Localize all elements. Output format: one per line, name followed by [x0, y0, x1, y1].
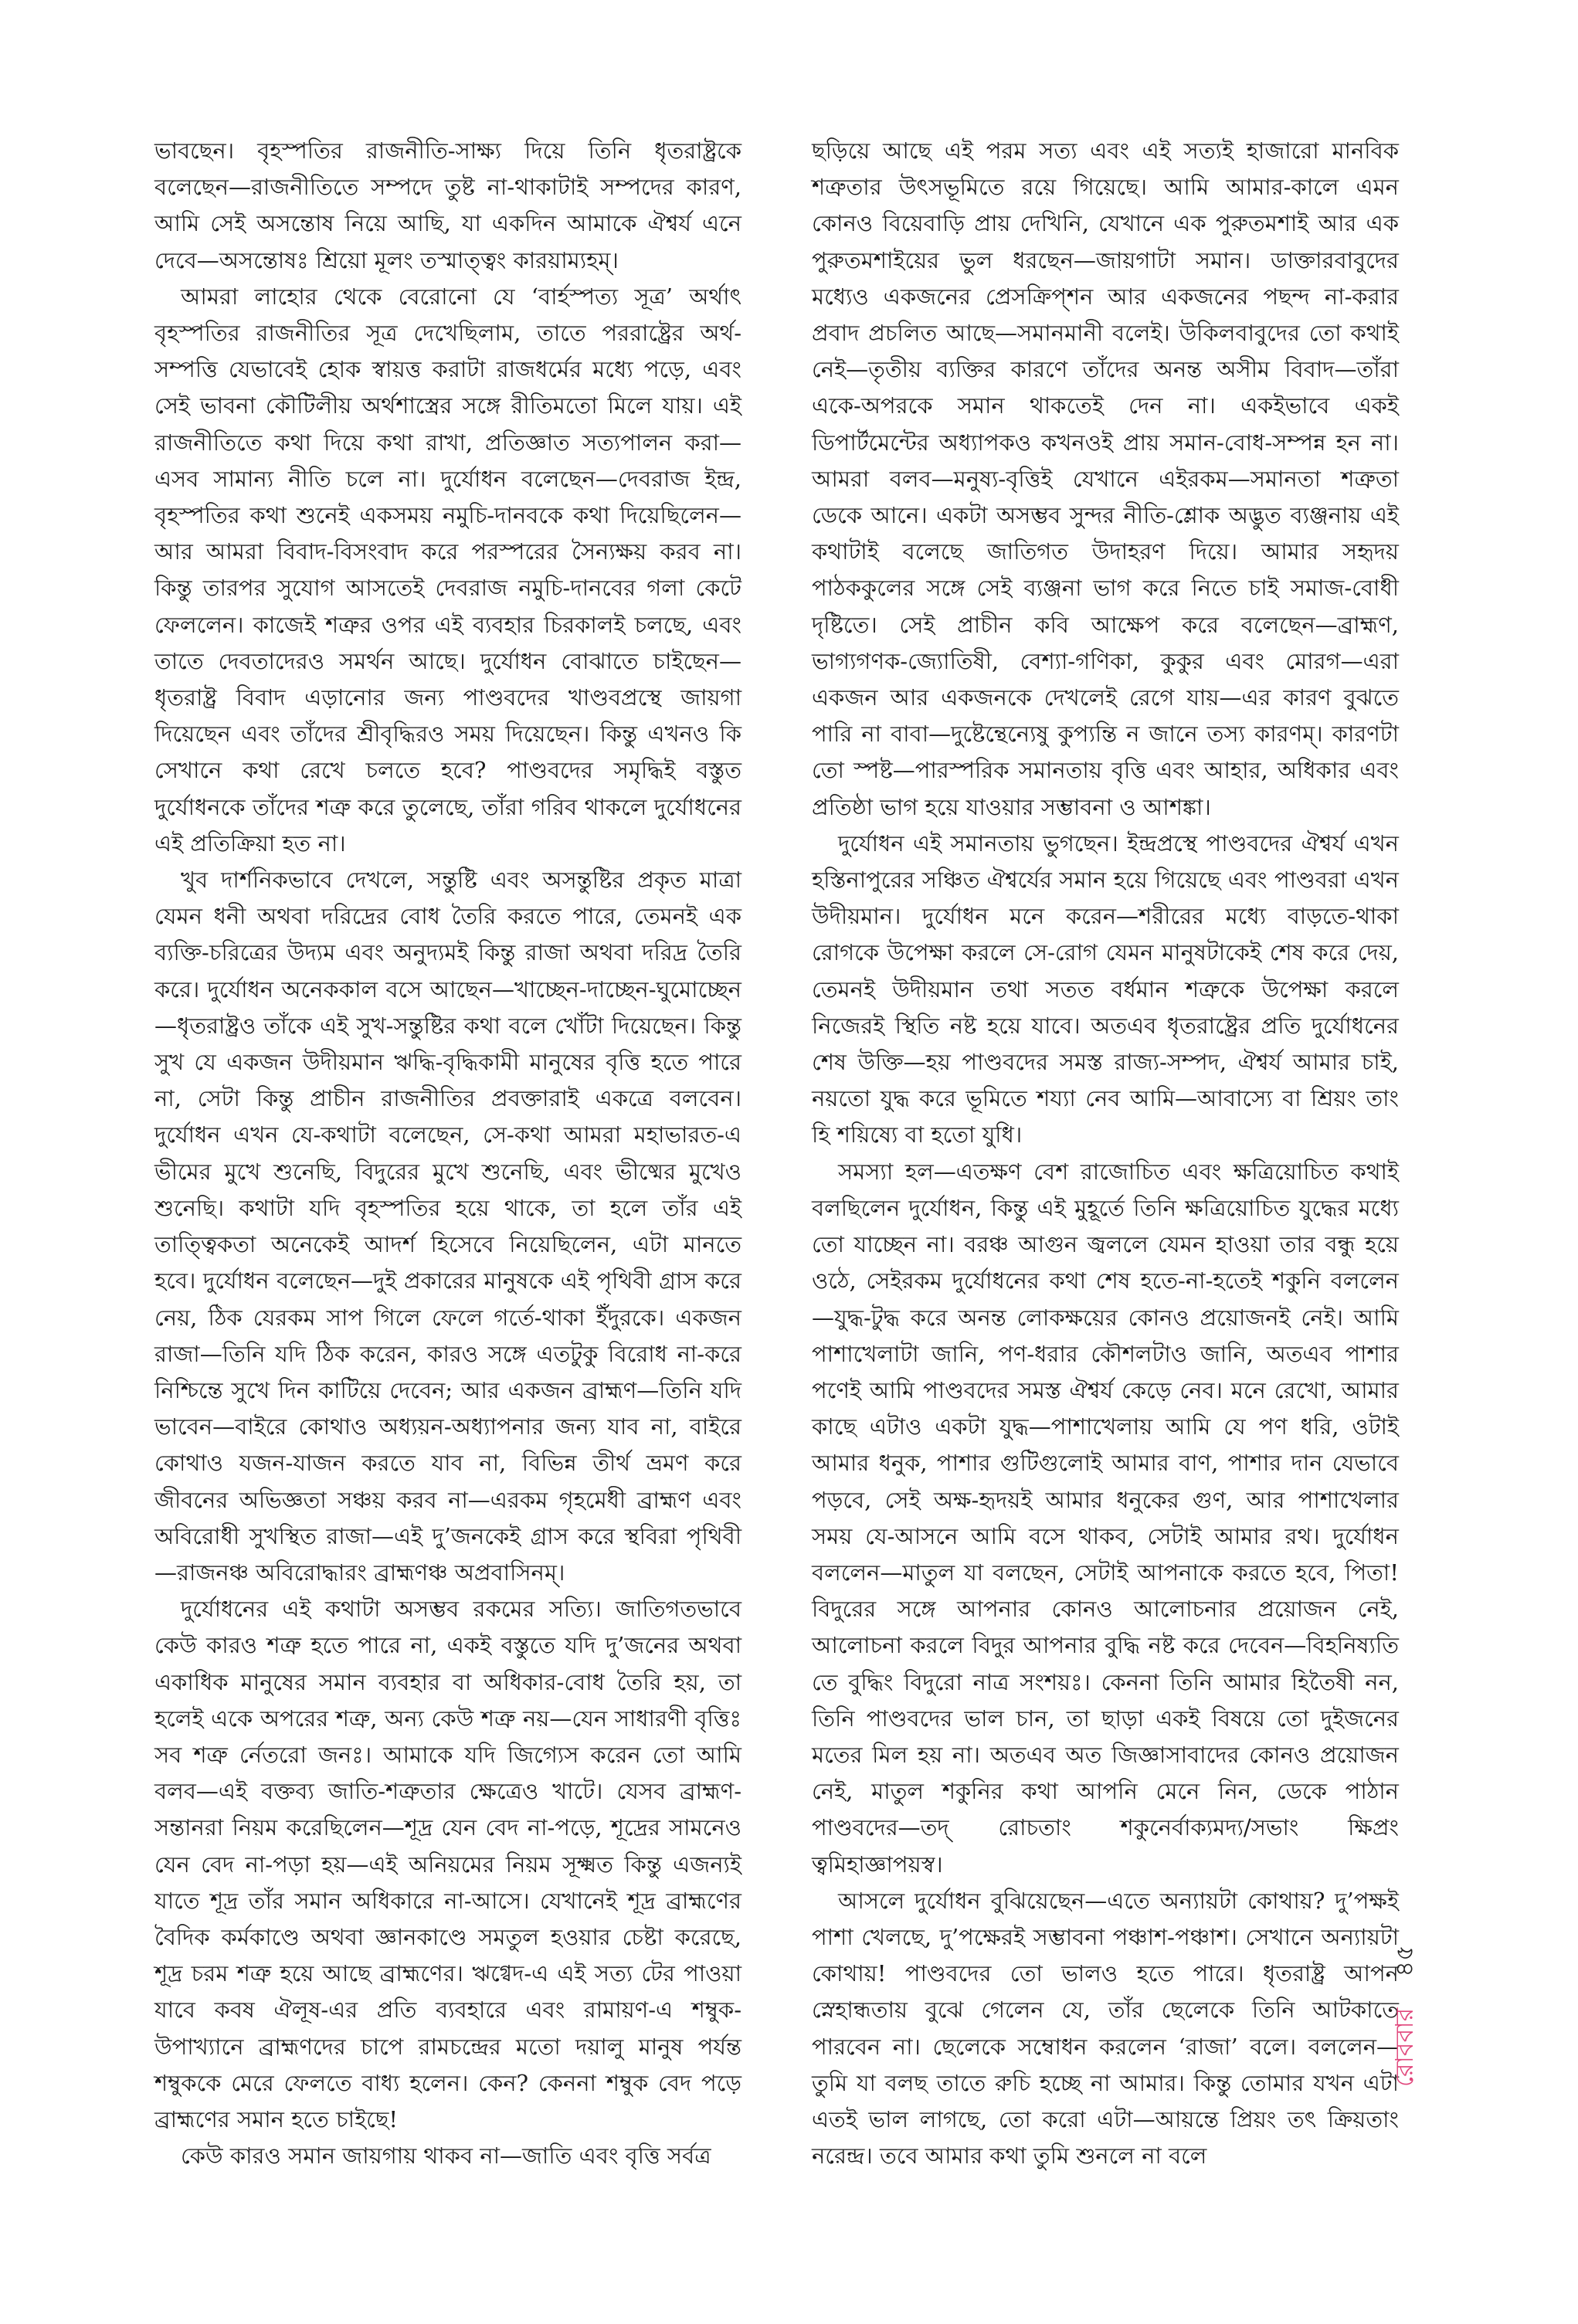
paragraph: সমস্যা হল—এতক্ষণ বেশ রাজোচিত এবং ক্ষত্রিয়োচিত কথাই বলছিলেন দুর্যোধন, কিন্তু এই মুহূর্তে তিনি ক্ষত্রিয়োচিত যুদ্ধের মধ্যে তো যাচ্ছেন না। বরঞ্চ আগুন জ্বললে যেমন হাওয়া তার বন্ধু হয়ে ওঠে, সেইরকম দুর্যোধনের কথা শেষ হতে-না-হতেই শকুনি বললেন—যুদ্ধ-টুদ্ধ করে অনন্ত লোকক্ষয়ের কোনও প্রয়োজনই নেই। আমি পাশাখেলাটা জানি, পণ-ধরার কৌশলটাও জানি, অতএব পাশার পণেই আমি পাণ্ডবদের সমস্ত ঐশ্বর্য কেড়ে নেব। মনে রেখো, আমার কাছে এটাও একটা যুদ্ধ—পাশাখেলায় আমি যে পণ ধরি, ওটাই আমার ধনুক, পাশার গুটিগুলোই আমার বাণ, পাশার দান যেভাবে পড়বে, সেই অক্ষ-হৃদয়ই আমার ধনুকের গুণ, আর পাশাখেলার সময় যে-আসনে আমি বসে থাকব, সেটাই আমার রথ। দুর্যোধন বললেন—মাতুল যা বলছেন, সেটাই আপনাকে করতে হবে, পিতা! বিদুরের সঙ্গে আপনার কোনও আলোচনার প্রয়োজন নেই, আলোচনা করলে বিদুর আপনার বুদ্ধি নষ্ট করে দেবেন—বিহনিষ্যতি তে বুদ্ধিং বিদুরো নাত্র সংশয়ঃ। কেননা তিনি আমার হিতৈষী নন, তিনি পাণ্ডবদের ভাল চান, তা ছাড়া একই বিষয়ে তো দুইজনের মতের মিল হয় না। অতএব অত জিজ্ঞাসাবাদের কোনও প্রয়োজন নেই, মাতুল শকুনির কথা আপনি মেনে নিন, ডেকে পাঠান পাণ্ডবদের—তদ্‌ রোচতাং শকুনের্বাক্যমদ্য/সভাং ক্ষিপ্রং ত্বমিহাজ্ঞাপয়স্ব। [812, 1158, 1399, 1878]
left-text-column [154, 133, 741, 2170]
magazine-name: রোববার [1390, 2007, 1419, 2087]
paragraph: কেউ কারও সমান জায়গায় থাকব না—জাতি এবং বৃত্তি সর্বত্র [181, 2142, 711, 2170]
paragraph: খুব দার্শনিকভাবে দেখলে, সন্তুষ্টি এবং অসন্তুষ্টির প্রকৃত মাত্রা যেমন ধনী অথবা দরিদ্রের বোধ তৈরি করতে পারে, তেমনই এক ব্যক্তি-চরিত্রের উদ্যম এবং অনুদ্যমই কিন্তু রাজা অথবা দরিদ্র তৈরি করে। দুর্যোধন অনেককাল বসে আছেন—খাচ্ছেন-দাচ্ছেন-ঘুমোচ্ছেন—ধৃতরাষ্ট্রও তাঁকে এই সুখ-সন্তুষ্টির কথা বলে খোঁটা দিয়েছেন। কিন্তু সুখ যে একজন উদীয়মান ঋদ্ধি-বৃদ্ধিকামী মানুষের বৃত্তি হতে পারে না, সেটা কিন্তু প্রাচীন রাজনীতির প্রবক্তারাই একত্রে বলবেন। দুর্যোধন এখন যে-কথাটা বলেছেন, সে-কথা আমরা মহাভারত-এ ভীমের মুখে শুনেছি, বিদুরের মুখে শুনেছি, এবং ভীষ্মের মুখেও শুনেছি। কথাটা যদি বৃহস্পতির হয়ে থাকে, তা হলে তাঁর এই তাত্ত্বিকতা অনেকেই আদর্শ হিসেবে নিয়েছিলেন, এটা মানতে হবে। দুর্যোধন বলেছেন—দুই প্রকারের মানুষকে এই পৃথিবী গ্রাস করে নেয়, ঠিক যেরকম সাপ গিলে ফেলে গর্তে-থাকা ইঁদুরকে। একজন রাজা—তিনি যদি ঠিক করেন, কারও সঙ্গে এতটুকু বিরোধ না-করে নিশ্চিন্তে সুখে দিন কাটিয়ে দেবেন; আর একজন ব্রাহ্মণ—তিনি যদি ভাবেন—বাইরে কোথাও অধ্যয়ন-অধ্যাপনার জন্য যাব না, বাইরে কোথাও যজন-যাজন করতে যাব না, বিভিন্ন তীর্থ ভ্রমণ করে জীবনের অভিজ্ঞতা সঞ্চয় করব না—এরকম গৃহমেধী ব্রাহ্মণ এবং অবিরোধী সুখস্থিত রাজা—এই দু’জনকেই গ্রাস করে স্থবিরা পৃথিবী—রাজনঞ্চ অবিরোদ্ধারং ব্রাহ্মণঞ্চ অপ্রবাসিনম্। [154, 867, 741, 1586]
paragraph: দুর্যোধনের এই কথাটা অসম্ভব রকমের সত্যি। জাতিগতভাবে কেউ কারও শত্রু হতে পারে না, একই বস্তুতে যদি দু’জনের অথবা একাধিক মানুষের সমান ব্যবহার বা অধিকার-বোধ তৈরি হয়, তা হলেই একে অপরের শত্রু, অন্য কেউ শত্রু নয়—যেন সাধারণী বৃত্তিঃ সব শত্রু র্নেতরো জনঃ। আমাকে যদি জিগ্যেস করেন তো আমি বলব—এই বক্তব্য জাতি-শত্রুতার ক্ষেত্রেও খাটে। যেসব ব্রাহ্মণ-সন্তানরা নিয়ম করেছিলেন—শূদ্র যেন বেদ না-পড়ে, শূদ্রের সামনেও যেন বেদ না-পড়া হয়—এই অনিয়মের নিয়ম সূক্ষ্মত কিন্তু এজন্যই যাতে শূদ্র তাঁর সমান অধিকারে না-আসে। যেখানেই শূদ্র ব্রাহ্মণের বৈদিক কর্মকাণ্ডে অথবা জ্ঞানকাণ্ডে সমতুল হওয়ার চেষ্টা করেছে, শূদ্র চরম শত্রু হয়ে আছে ব্রাহ্মণের। ঋগ্বেদ-এ এই সত্য টের পাওয়া যাবে কবষ ঐলূষ-এর প্রতি ব্যবহারে এবং রামায়ণ-এ শম্বুক-উপাখ্যানে ব্রাহ্মণদের চাপে রামচন্দ্রের মতো দয়ালু মানুষ পর্যন্ত শম্বুককে মেরে ফেলতে বাধ্য হলেন। কেন? কেননা শম্বুক বেদ পড়ে ব্রাহ্মণের সমান হতে চাইছে! [154, 1596, 741, 2132]
paragraph: ছড়িয়ে আছে এই পরম সত্য এবং এই সত্যই হাজারো মানবিক শত্রুতার উৎসভূমিতে রয়ে গিয়েছে। আমি আমার-কালে এমন কোনও বিয়েবাড়ি প্রায় দেখিনি, যেখানে এক পুরুতমশাই আর এক পুরুতমশাইয়ের ভুল ধরছেন—জায়গাটা সমান। ডাক্তারবাবুদের মধ্যেও একজনের প্রেসক্রিপ্‌শন আর একজনের পছন্দ না-করার প্রবাদ প্রচলিত আছে—সমানমানী বলেই। উকিলবাবুদের তো কথাই নেই—তৃতীয় ব্যক্তির কারণে তাঁদের অনন্ত অসীম বিবাদ—তাঁরা একে-অপরকে সমান থাকতেই দেন না। একইভাবে একই ডিপার্টমেন্টের অধ্যাপকও কখনওই প্রায় সমান-বোধ-সম্পন্ন হন না। আমরা বলব—মনুষ্য-বৃত্তিই যেখানে এইরকম—সমানতা শত্রুতা ডেকে আনে। একটা অসম্ভব সুন্দর নীতি-শ্লোক অদ্ভুত ব্যঞ্জনায় এই কথাটাই বলেছে জাতিগত উদাহরণ দিয়ে। আমার সহৃদয় পাঠককুলের সঙ্গে সেই ব্যঞ্জনা ভাগ করে নিতে চাই সমাজ-বোধী দৃষ্টিতে। সেই প্রাচীন কবি আক্ষেপ করে বলেছেন—ব্রাহ্মণ, ভাগ্যগণক-জ্যোতিষী, বেশ্যা-গণিকা, কুকুর এবং মোরগ—এরা একজন আর একজনকে দেখলেই রেগে যায়—এর কারণ বুঝতে পারি না বাবা—দুষ্টেন্থেন্যেষু কুপ্যন্তি ন জানে তস্য কারণম্। কারণটা তো স্পষ্ট—পারস্পরিক সমানতায় বৃত্তি এবং আহার, অধিকার এবং প্রতিষ্ঠা ভাগ হয়ে যাওয়ার সম্ভাবনা ও আশঙ্কা। [812, 137, 1399, 820]
paragraph: ভাবছেন। বৃহস্পতির রাজনীতি-সাক্ষ্য দিয়ে তিনি ধৃতরাষ্ট্রকে বলেছেন—রাজনীতিতে সম্পদে তুষ্ট না-থাকাটাই সম্পদের কারণ, আমি সেই অসন্তোষ নিয়ে আছি, যা একদিন আমাকে ঐশ্বর্য এনে দেবে—অসন্তোষঃ শ্রিয়ো মূলং তস্মাত্ত্বং কারয়াম্যহম্। [154, 137, 741, 273]
right-text-column [812, 133, 1399, 2170]
paragraph: দুর্যোধন এই সমানতায় ভুগছেন। ইন্দ্রপ্রস্থে পাণ্ডবদের ঐশ্বর্য এখন হস্তিনাপুরের সঞ্চিত ঐশ্বর্যের সমান হয়ে গিয়েছে এবং পাণ্ডবরা এখন উদীয়মান। দুর্যোধন মনে করেন—শরীরের মধ্যে বাড়তে-থাকা রোগকে উপেক্ষা করলে সে-রোগ যেমন মানুষটাকেই শেষ করে দেয়, তেমনই উদীয়মান তথা সতত বর্ধমান শত্রুকে উপেক্ষা করলে নিজেরই স্থিতি নষ্ট হয়ে যাবে। অতএব ধৃতরাষ্ট্রের প্রতি দুর্যোধনের শেষ উক্তি—হয় পাণ্ডবদের সমস্ত রাজ্য-সম্পদ, ঐশ্বর্য আমার চাই, নয়তো যুদ্ধ করে ভূমিতে শয্যা নেব আমি—আবাস্যে বা শ্রিয়ং তাং হি শয়িষ্যে বা হতো যুধি। [812, 830, 1399, 1148]
paragraph: আমরা লাহোর থেকে বেরোনো যে ‘বার্হস্পত্য সূত্র’ অর্থাৎ বৃহস্পতির রাজনীতির সূত্র দেখেছিলাম, তাতে পররাষ্ট্রের অর্থ-সম্পত্তি যেভাবেই হোক স্বায়ত্ত করাটা রাজধর্মের মধ্যে পড়ে, এবং সেই ভাবনা কৌটিলীয় অর্থশাস্ত্রের সঙ্গে রীতিমতো মিলে যায়। এই রাজনীতিতে কথা দিয়ে কথা রাখা, প্রতিজ্ঞাত সত্যপালন করা—এসব সামান্য নীতি চলে না। দুর্যোধন বলেছেন—দেবরাজ ইন্দ্র, বৃহস্পতির কথা শুনেই একসময় নমুচি-দানবকে কথা দিয়েছিলেন—আর আমরা বিবাদ-বিসংবাদ করে পরস্পরের সৈন্যক্ষয় করব না। কিন্তু তারপর সুযোগ আসতেই দেবরাজ নমুচি-দানবের গলা কেটে ফেললেন। কাজেই শত্রুর ওপর এই ব্যবহার চিরকালই চলছে, এবং তাতে দেবতাদেরও সমর্থন আছে। দুর্যোধন বোঝাতে চাইছেন—ধৃতরাষ্ট্র বিবাদ এড়ানোর জন্য পাণ্ডবদের খাণ্ডবপ্রস্থে জায়গা দিয়েছেন এবং তাঁদের শ্রীবৃদ্ধিরও সময় দিয়েছেন। কিন্তু এখনও কি সেখানে কথা রেখে চলতে হবে? পাণ্ডবদের সমৃদ্ধিই বস্তুত দুর্যোধনকে তাঁদের শত্রু করে তুলেছে, তাঁরা গরিব থাকলে দুর্যোধনের এই প্রতিক্রিয়া হত না। [154, 283, 741, 857]
side-footer [1386, 1854, 1425, 2178]
paragraph: আসলে দুর্যোধন বুঝিয়েছেন—এতে অন্যায়টা কোথায়? দু’পক্ষই পাশা খেলছে, দু’পক্ষেরই সম্ভাবনা পঞ্চাশ-পঞ্চাশ। সেখানে অন্যায়টা কোথায়! পাণ্ডবদের তো ভালও হতে পারে। ধৃতরাষ্ট্র আপন স্নেহান্ধতায় বুঝে গেলেন যে, তাঁর ছেলেকে তিনি আটকাতে পারবেন না। ছেলেকে সম্বোধন করলেন ‘রাজা’ বলে। বললেন—তুমি যা বলছ তাতে রুচি হচ্ছে না আমার। কিন্তু তোমার যখন এটা এতই ভাল লাগছে, তো করো এটা—আয়ন্তে প্রিয়ং তৎ ক্রিয়তাং নরেন্দ্র। তবে আমার কথা তুমি শুনলে না বলে [812, 1887, 1399, 2170]
page-number: ৪৫ [1390, 1945, 1419, 1977]
